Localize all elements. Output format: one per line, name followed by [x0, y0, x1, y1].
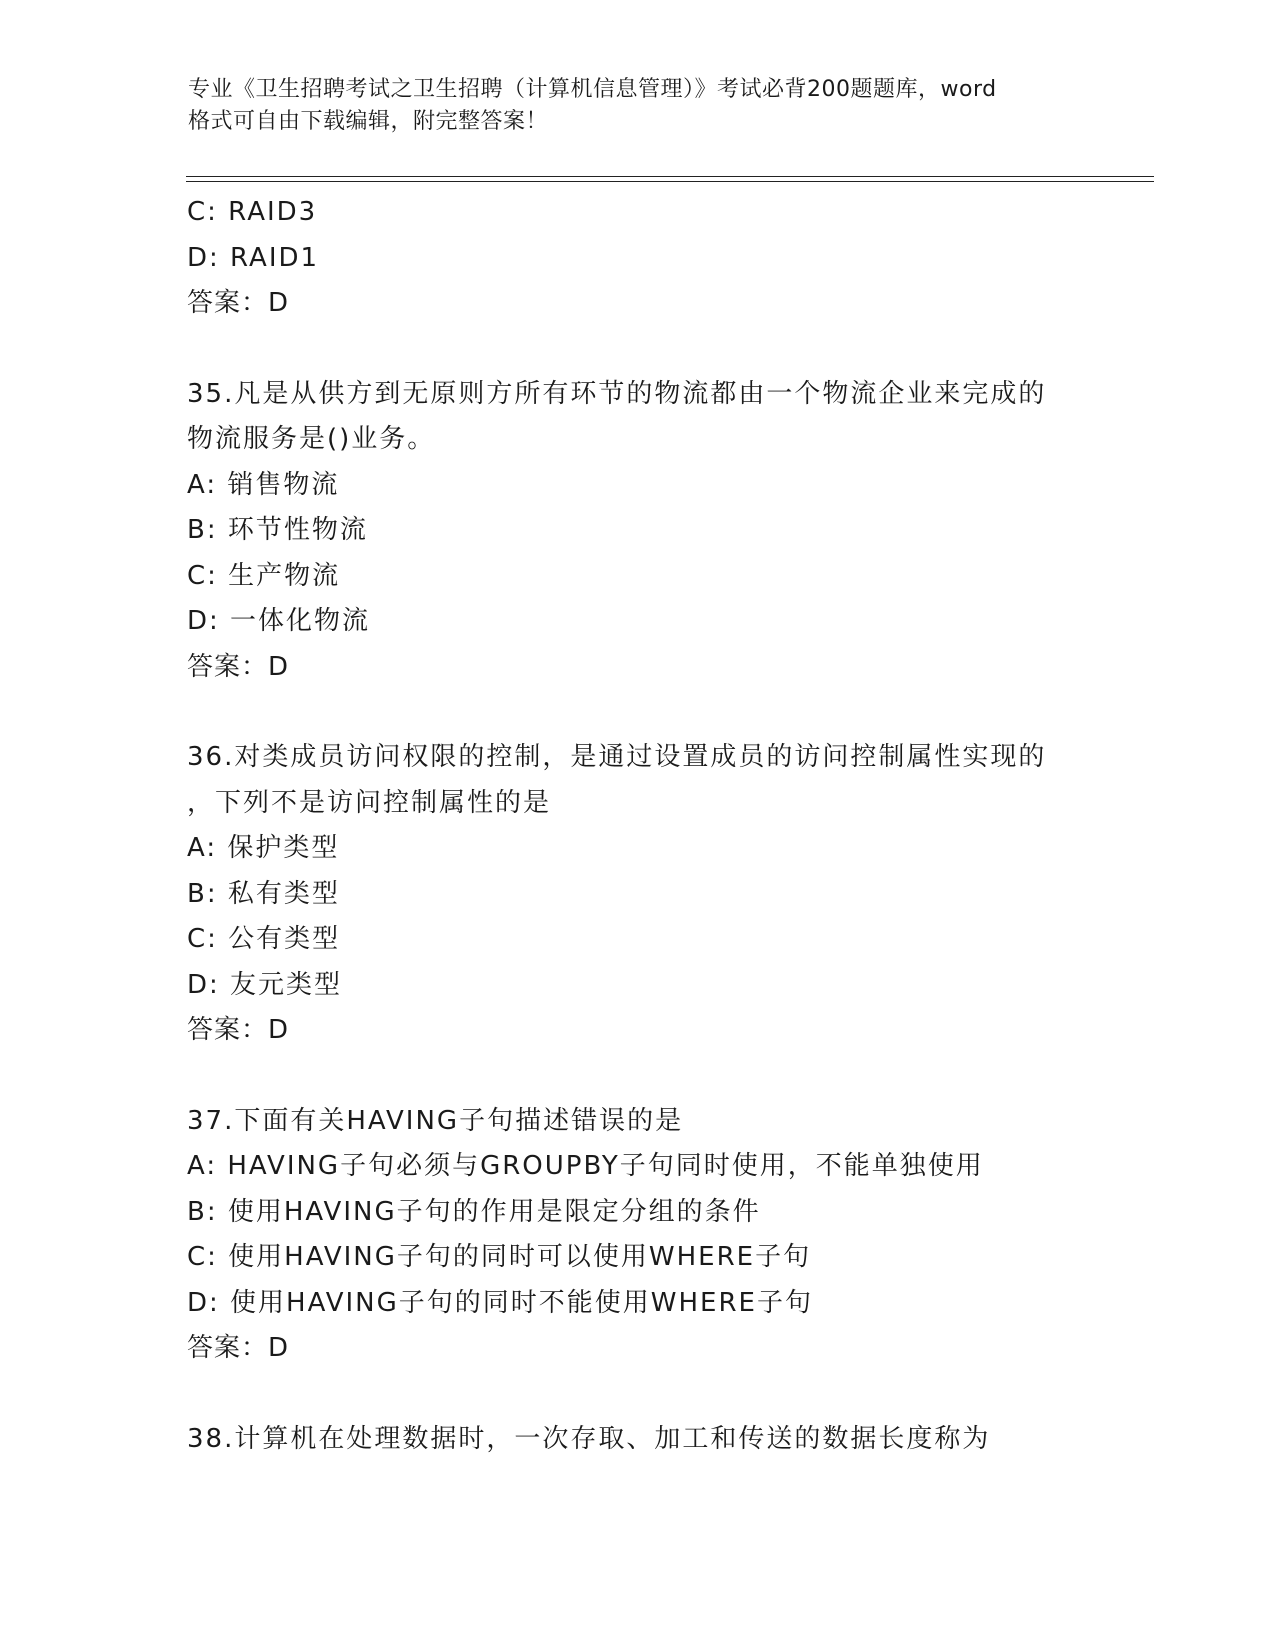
option-b: B: 私有类型: [187, 878, 340, 909]
option-a: A: HAVING子句必须与GROUPBY子句同时使用，不能单独使用: [187, 1151, 984, 1181]
answer-line: 答案：D: [187, 288, 290, 318]
question-text-line: 36.对类成员访问权限的控制，是通过设置成员的访问控制属性实现的: [187, 742, 1047, 772]
answer-line: 答案：D: [187, 1015, 290, 1045]
question-34-block: [187, 190, 1127, 327]
question-text-line: 38.计算机在处理数据时，一次存取、加工和传送的数据长度称为: [187, 1423, 991, 1454]
question-text-line: 37.下面有关HAVING子句描述错误的是: [187, 1105, 684, 1136]
option-b: B: 环节性物流: [187, 515, 368, 545]
option-d: D: 友元类型: [187, 969, 343, 1000]
option-d: D: 一体化物流: [187, 606, 371, 636]
question-text-line: 35.凡是从供方到无原则方所有环节的物流都由一个物流企业来完成的: [187, 378, 1047, 409]
answer-line: 答案：D: [187, 1333, 290, 1363]
question-38-block: [187, 1417, 1127, 1463]
question-text-line: 物流服务是()业务。: [187, 424, 436, 454]
header-line-2: 格式可自由下载编辑，附完整答案！: [188, 109, 549, 134]
header-line-1: 专业《卫生招聘考试之卫生招聘（计算机信息管理）》考试必背200题题库，word: [188, 77, 997, 102]
question-35-block: [187, 372, 1127, 691]
option-c: C: 生产物流: [187, 560, 341, 591]
option-c: C: 使用HAVING子句的同时可以使用WHERE子句: [187, 1242, 812, 1272]
option-a: A: 保护类型: [187, 833, 340, 863]
question-36-block: [187, 735, 1127, 1054]
option-b: B: 使用HAVING子句的作用是限定分组的条件: [187, 1196, 761, 1227]
document-header: [188, 74, 1088, 138]
option-c: C: 公有类型: [187, 924, 341, 954]
option-d: D: 使用HAVING子句的同时不能使用WHERE子句: [187, 1287, 813, 1318]
header-rule-top: [186, 176, 1154, 177]
question-37-block: [187, 1099, 1127, 1372]
option-a: A: 销售物流: [187, 469, 340, 500]
header-rule-bottom: [186, 181, 1154, 182]
option-c: C: RAID3: [187, 197, 318, 227]
answer-line: 答案：D: [187, 651, 290, 682]
option-d: D: RAID1: [187, 242, 320, 273]
question-text-line: ，下列不是访问控制属性的是: [187, 787, 552, 818]
document-body: [187, 190, 1127, 1462]
